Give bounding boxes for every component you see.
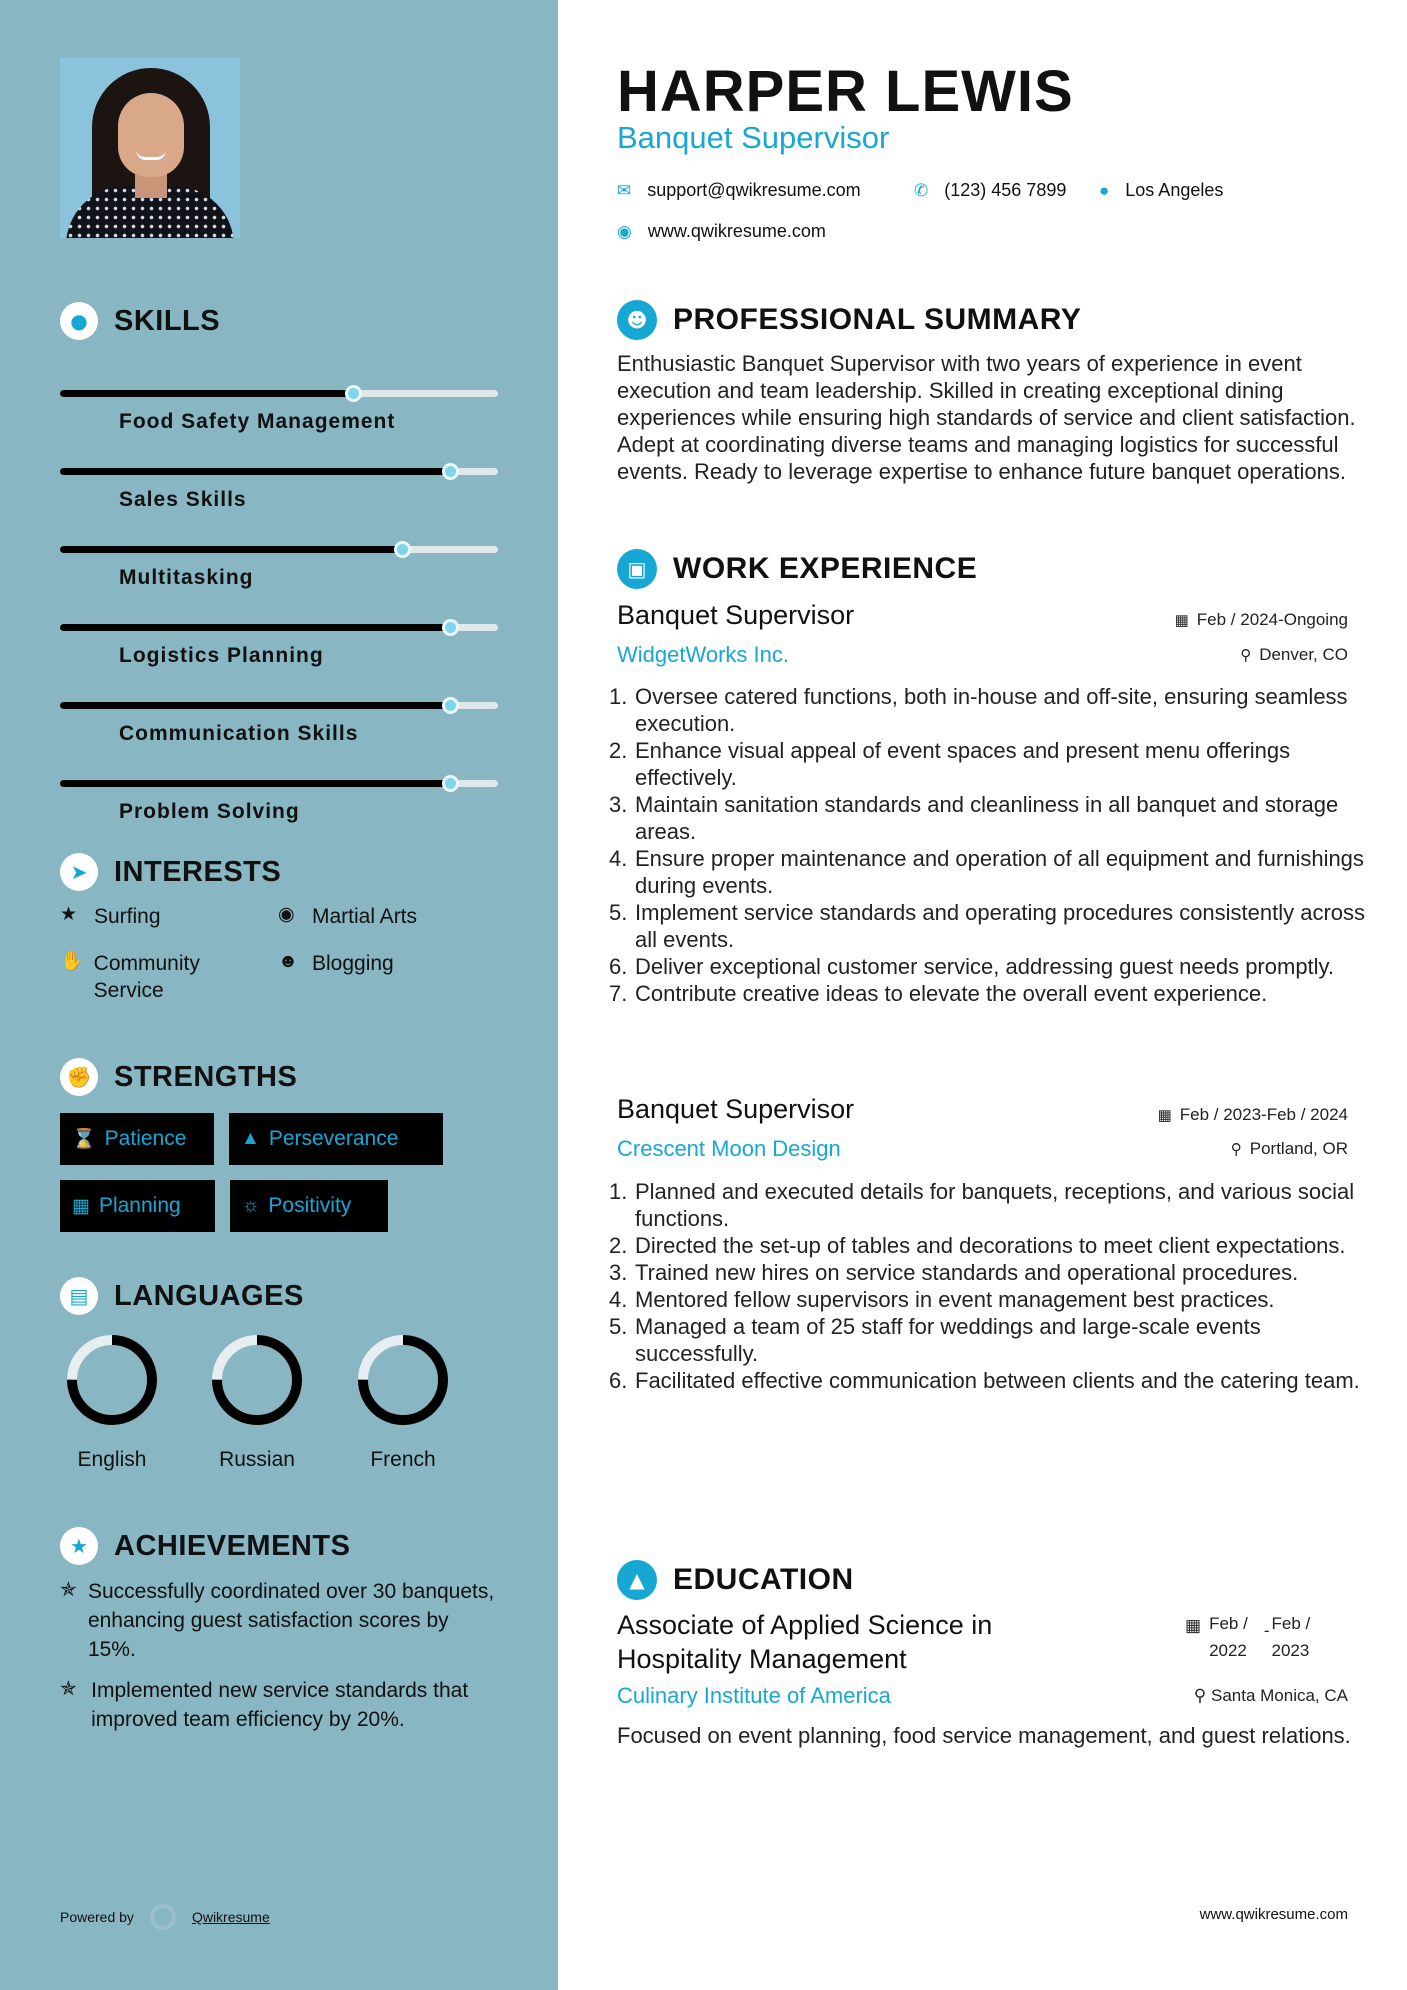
skill-bar xyxy=(60,546,498,553)
hand-icon: ✋ xyxy=(60,951,84,972)
graduation-icon: ▲ xyxy=(617,1560,657,1600)
calendar-icon: ▦ xyxy=(1157,1107,1172,1124)
job-bullet: 1. Oversee catered functions, both in-house and off-site, ensuring seamless execution. xyxy=(609,684,1348,736)
skill-bar-knob xyxy=(442,775,459,792)
skill-bar xyxy=(60,390,498,397)
language-item xyxy=(207,1332,307,1472)
summary-text: Enthusiastic Banquet Supervisor with two years of experience in event execution and team leadership. Skilled in creating exceptional dining experiences while ensuring high standards of service and client satisfaction. Adept at coordinating diverse teams and managing logistics for successful events. Ready to leverage expertise to enhance future banquet operations. xyxy=(617,351,1356,484)
language-name: Russian xyxy=(219,1448,295,1471)
job-bullets xyxy=(609,1178,1369,1394)
job-bullet: 7. Contribute creative ideas to elevate the overall event experience. xyxy=(609,981,1268,1006)
calendar-icon: ▦ xyxy=(1185,1616,1202,1635)
skill-bar-fill xyxy=(60,624,450,631)
candidate-name: HARPER LEWIS xyxy=(617,59,1074,124)
map-pin-icon: ● xyxy=(1099,180,1110,200)
experience-heading: ▣ WORK EXPERIENCE xyxy=(617,549,977,589)
skill-bar-knob xyxy=(442,697,459,714)
pushpin-icon: ⚲ xyxy=(1230,1141,1242,1158)
trophy-star-icon: ✯ xyxy=(60,1577,77,1601)
language-item xyxy=(353,1332,453,1472)
skill-bar xyxy=(60,624,498,631)
skill-name: Problem Solving xyxy=(119,800,300,823)
pushpin-icon: ⚲ xyxy=(1193,1686,1207,1705)
skill-bar xyxy=(60,780,498,787)
job-bullet: 5. Managed a team of 25 staff for weddings and large-scale events successfully. xyxy=(609,1314,1261,1366)
job-company: WidgetWorks Inc. xyxy=(617,642,789,667)
skill-bar xyxy=(60,468,498,475)
job-title: Banquet Supervisor xyxy=(617,600,855,630)
interest-item: ✋ Community Service xyxy=(60,951,200,1002)
education-school: Culinary Institute of America xyxy=(617,1683,891,1708)
user-icon: ☻ xyxy=(617,300,657,340)
globe-icon: ◉ xyxy=(617,221,632,241)
sidebar xyxy=(0,0,558,1990)
skill-name: Multitasking xyxy=(119,566,254,589)
qwikresume-link[interactable]: Qwikresume xyxy=(191,1909,270,1925)
skill-bar-knob xyxy=(394,541,411,558)
interest-item: ★ Surfing xyxy=(60,904,161,928)
trophy-star-icon: ✯ xyxy=(60,1676,77,1700)
binoculars-icon: ▲ xyxy=(241,1128,260,1149)
education-description: Focused on event planning, food service management, and guest relations. xyxy=(617,1723,1351,1748)
footer-url[interactable]: www.qwikresume.com xyxy=(1199,1906,1348,1923)
job-bullet: 3. Maintain sanitation standards and cleanliness in all banquet and storage areas. xyxy=(609,792,1339,844)
job-bullet: 2. Directed the set-up of tables and decorations to meet client expectations. xyxy=(609,1233,1346,1258)
calendar-icon: ▦ xyxy=(1174,612,1189,629)
language-name: English xyxy=(77,1448,147,1471)
language-ring xyxy=(209,1332,305,1428)
job-location: ⚲ Denver, CO xyxy=(1240,645,1348,664)
skill-bar-fill xyxy=(60,702,450,709)
candidate-title: Banquet Supervisor xyxy=(617,120,890,155)
sun-icon: ☼ xyxy=(242,1195,260,1216)
strength-tag: ▦ Planning xyxy=(60,1180,215,1232)
achievement-item: ✯ Implemented new service standards that improved team efficiency by 20%. xyxy=(60,1676,500,1734)
skill-bar-fill xyxy=(60,546,402,553)
skill-name: Logistics Planning xyxy=(119,644,324,667)
job-bullet: 4. Mentored fellow supervisors in event management best practices. xyxy=(609,1287,1275,1312)
skill-bar-fill xyxy=(60,780,450,787)
main-content xyxy=(558,0,1407,1990)
powered-by: Powered by Qwikresume xyxy=(60,1904,270,1930)
achievements-heading: ★ ACHIEVEMENTS xyxy=(60,1527,350,1565)
job-bullets xyxy=(609,683,1369,1007)
envelope-icon: ✉ xyxy=(617,180,632,200)
pushpin-icon: ⚲ xyxy=(1240,647,1252,664)
skill-name: Communication Skills xyxy=(119,722,359,745)
education-heading: ▲ EDUCATION xyxy=(617,1560,854,1600)
phone-icon: ✆ xyxy=(914,180,929,200)
skill-bar-fill xyxy=(60,390,353,397)
hourglass-icon: ⌛ xyxy=(72,1129,96,1150)
fist-icon: ✊ xyxy=(60,1058,98,1096)
users-icon: ☻ xyxy=(278,951,298,972)
job-bullet: 3. Trained new hires on service standards and operational procedures. xyxy=(609,1260,1299,1285)
contact-email[interactable]: ✉ support@qwikresume.com xyxy=(617,180,861,200)
job-title: Banquet Supervisor xyxy=(617,1094,855,1124)
language-name: French xyxy=(370,1448,436,1471)
strength-tag: ▲ Perseverance xyxy=(229,1113,443,1165)
qwikresume-logo-icon xyxy=(150,1904,176,1930)
skill-bar-knob xyxy=(345,385,362,402)
job-bullet: 6. Deliver exceptional customer service, addressing guest needs promptly. xyxy=(609,954,1335,979)
profile-photo xyxy=(60,58,240,238)
skill-name: Sales Skills xyxy=(119,488,247,511)
job-bullet: 2. Enhance visual appeal of event spaces and present menu offerings effectively. xyxy=(609,738,1291,790)
star-badge-icon: ★ xyxy=(60,1527,98,1565)
paper-plane-icon: ➤ xyxy=(60,853,98,891)
education-dates: ▦ Feb / 2022 - Feb / 2023 xyxy=(1185,1614,1311,1660)
skill-bar-fill xyxy=(60,468,450,475)
skills-heading: ● SKILLS xyxy=(60,302,220,340)
job-bullet: 5. Implement service standards and operating procedures consistently across all events. xyxy=(609,900,1366,952)
strength-tag: ⌛ Patience xyxy=(60,1113,214,1165)
contact-phone: ✆ (123) 456 7899 xyxy=(914,180,1067,200)
job-bullet: 1. Planned and executed details for banquets, receptions, and various social functions. xyxy=(609,1179,1355,1231)
job-company: Crescent Moon Design xyxy=(617,1136,841,1161)
calendar-icon: ▦ xyxy=(72,1195,90,1217)
lightbulb-icon: ● xyxy=(60,302,98,340)
interest-item: ◉ Martial Arts xyxy=(278,904,418,928)
language-ring xyxy=(355,1332,451,1428)
education-degree: Associate of Applied Science in Hospitality Management xyxy=(617,1610,993,1674)
star-icon: ★ xyxy=(60,904,78,925)
interest-item: ☻ Blogging xyxy=(278,951,394,975)
language-item xyxy=(62,1332,162,1472)
strength-tag: ☼ Positivity xyxy=(230,1180,388,1232)
job-dates: ▦ Feb / 2024-Ongoing xyxy=(1174,610,1348,629)
language-ring xyxy=(64,1332,160,1428)
job-location: ⚲ Portland, OR xyxy=(1230,1139,1348,1158)
contact-location: ● Los Angeles xyxy=(1099,180,1224,200)
contact-website[interactable]: ◉ www.qwikresume.com xyxy=(617,221,826,241)
achievement-item: ✯ Successfully coordinated over 30 banquets, enhancing guest satisfaction scores by 15%. xyxy=(60,1577,500,1664)
skill-name: Food Safety Management xyxy=(119,410,396,433)
skill-bar xyxy=(60,702,498,709)
interests-heading: ➤ INTERESTS xyxy=(60,853,281,891)
education-location: ⚲ Santa Monica, CA xyxy=(1193,1686,1348,1705)
skill-bar-knob xyxy=(442,619,459,636)
languages-heading: ▤ LANGUAGES xyxy=(60,1277,304,1315)
job-bullet: 4. Ensure proper maintenance and operation of all equipment and furnishings during events. xyxy=(609,846,1364,898)
office-chair-icon: ▣ xyxy=(617,549,657,589)
job-bullet: 6. Facilitated effective communication between clients and the catering team. xyxy=(609,1368,1360,1393)
skill-bar-knob xyxy=(442,463,459,480)
globe-icon: ◉ xyxy=(278,904,295,925)
job-dates: ▦ Feb / 2023-Feb / 2024 xyxy=(1157,1105,1348,1124)
summary-heading: ☻ PROFESSIONAL SUMMARY xyxy=(617,300,1081,340)
language-card-icon: ▤ xyxy=(60,1277,98,1315)
strengths-heading: ✊ STRENGTHS xyxy=(60,1058,297,1096)
